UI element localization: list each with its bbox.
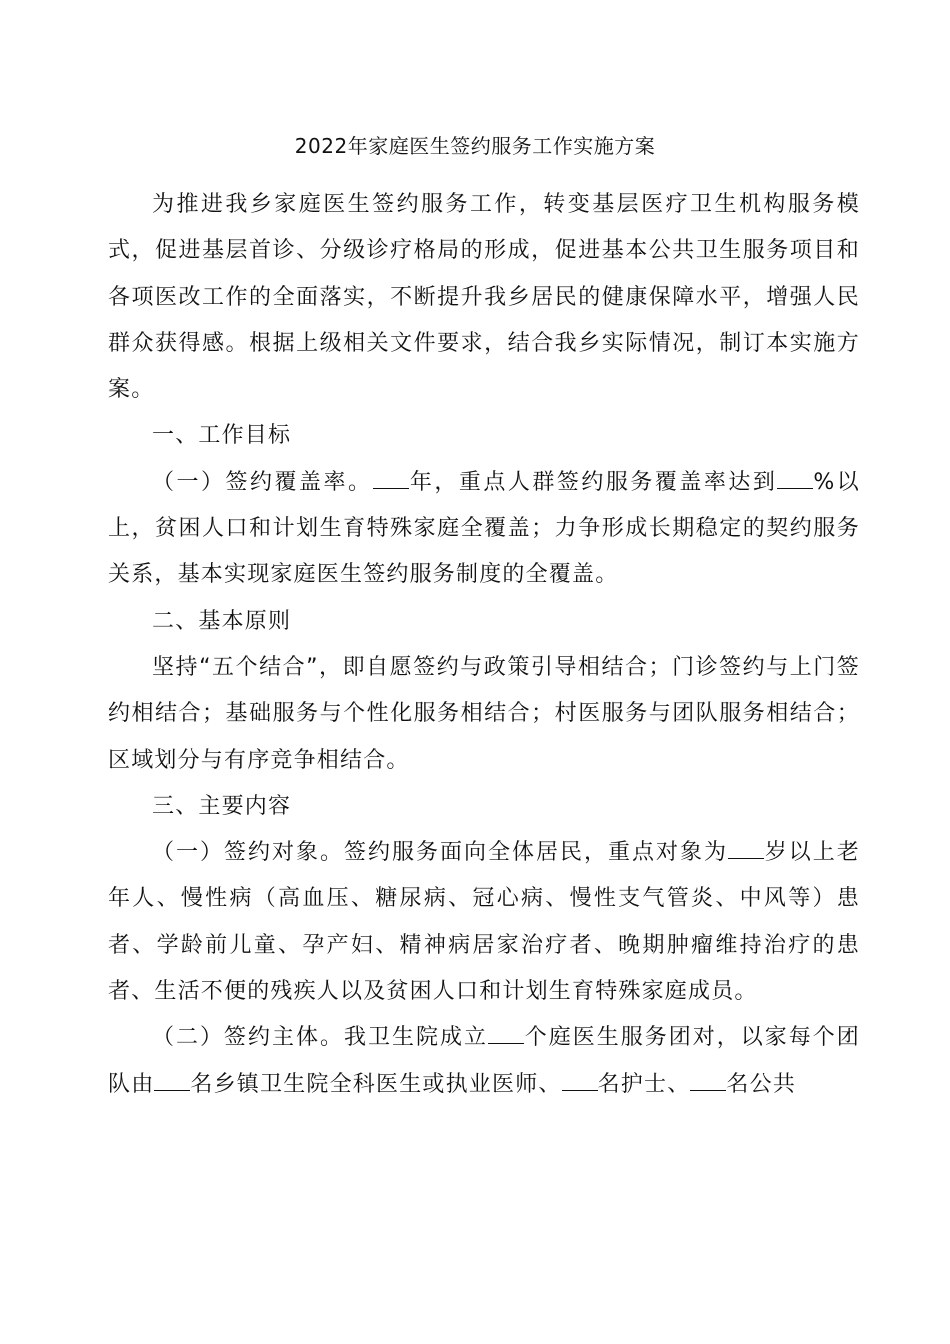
- section-heading-content: 三、主要内容: [152, 793, 292, 819]
- content-item-2-text-b: 个庭医生服务团对，以家每个团队由: [108, 1025, 860, 1097]
- goals-item-1: [108, 460, 860, 599]
- blank-field: [154, 1072, 190, 1091]
- content-item-1-text-a: （一）签约对象。签约服务面向全体居民，重点对象为: [152, 840, 728, 866]
- content-item-2-text-a: （二）签约主体。我卫生院成立: [152, 1025, 488, 1051]
- content-item-2: [108, 1015, 860, 1108]
- content-item-1: [108, 830, 860, 1015]
- blank-field: [728, 840, 764, 859]
- content-item-2-text-c: 名乡镇卫生院全科医生或执业医师、: [190, 1071, 562, 1097]
- blank-field: [690, 1072, 726, 1091]
- document-body: [108, 182, 860, 1108]
- blank-field: [562, 1072, 598, 1091]
- intro-paragraph: 为推进我乡家庭医生签约服务工作，转变基层医疗卫生机构服务模式，促进基层首诊、分级诊疗格局的形成，促进基本公共卫生服务项目和各项医改工作的全面落实，不断提升我乡居民的健康保障水平，增强人民群众获得感。根据上级相关文件要求，结合我乡实际情况，制订本实施方案。: [108, 192, 860, 403]
- content-item-1-text-b: 岁以上老年人、慢性病（高血压、糖尿病、冠心病、慢性支气管炎、中风等）患者、学龄前儿童、孕产妇、精神病居家治疗者、晚期肿瘤维持治疗的患者、生活不便的残疾人以及贫困人口和计划生育特殊家庭成员。: [108, 840, 860, 1005]
- document-title: 2022年家庭医生签约服务工作实施方案: [294, 134, 656, 158]
- goals-item-1-text-c: %以上，贫困人口和计划生育特殊家庭全覆盖；力争形成长期稳定的契约服务关系，基本实现家庭医生签约服务制度的全覆盖。: [108, 469, 860, 588]
- goals-item-1-text-b: 年，重点人群签约服务覆盖率达到: [408, 469, 778, 495]
- goals-item-1-text-a: （一）签约覆盖率。: [152, 469, 373, 495]
- section-heading-principles: 二、基本原则: [152, 608, 292, 634]
- blank-field: [777, 470, 813, 489]
- blank-field: [373, 470, 409, 489]
- content-item-2-text-d: 名护士、: [597, 1071, 691, 1097]
- principles-paragraph: 坚持“五个结合”，即自愿签约与政策引导相结合；门诊签约与上门签约相结合；基础服务与个性化服务相结合；村医服务与团队服务相结合；区域划分与有序竞争相结合。: [108, 654, 860, 773]
- section-heading-goals: 一、工作目标: [152, 423, 292, 449]
- content-item-2-text-e: 名公共: [726, 1071, 797, 1097]
- blank-field: [488, 1025, 524, 1044]
